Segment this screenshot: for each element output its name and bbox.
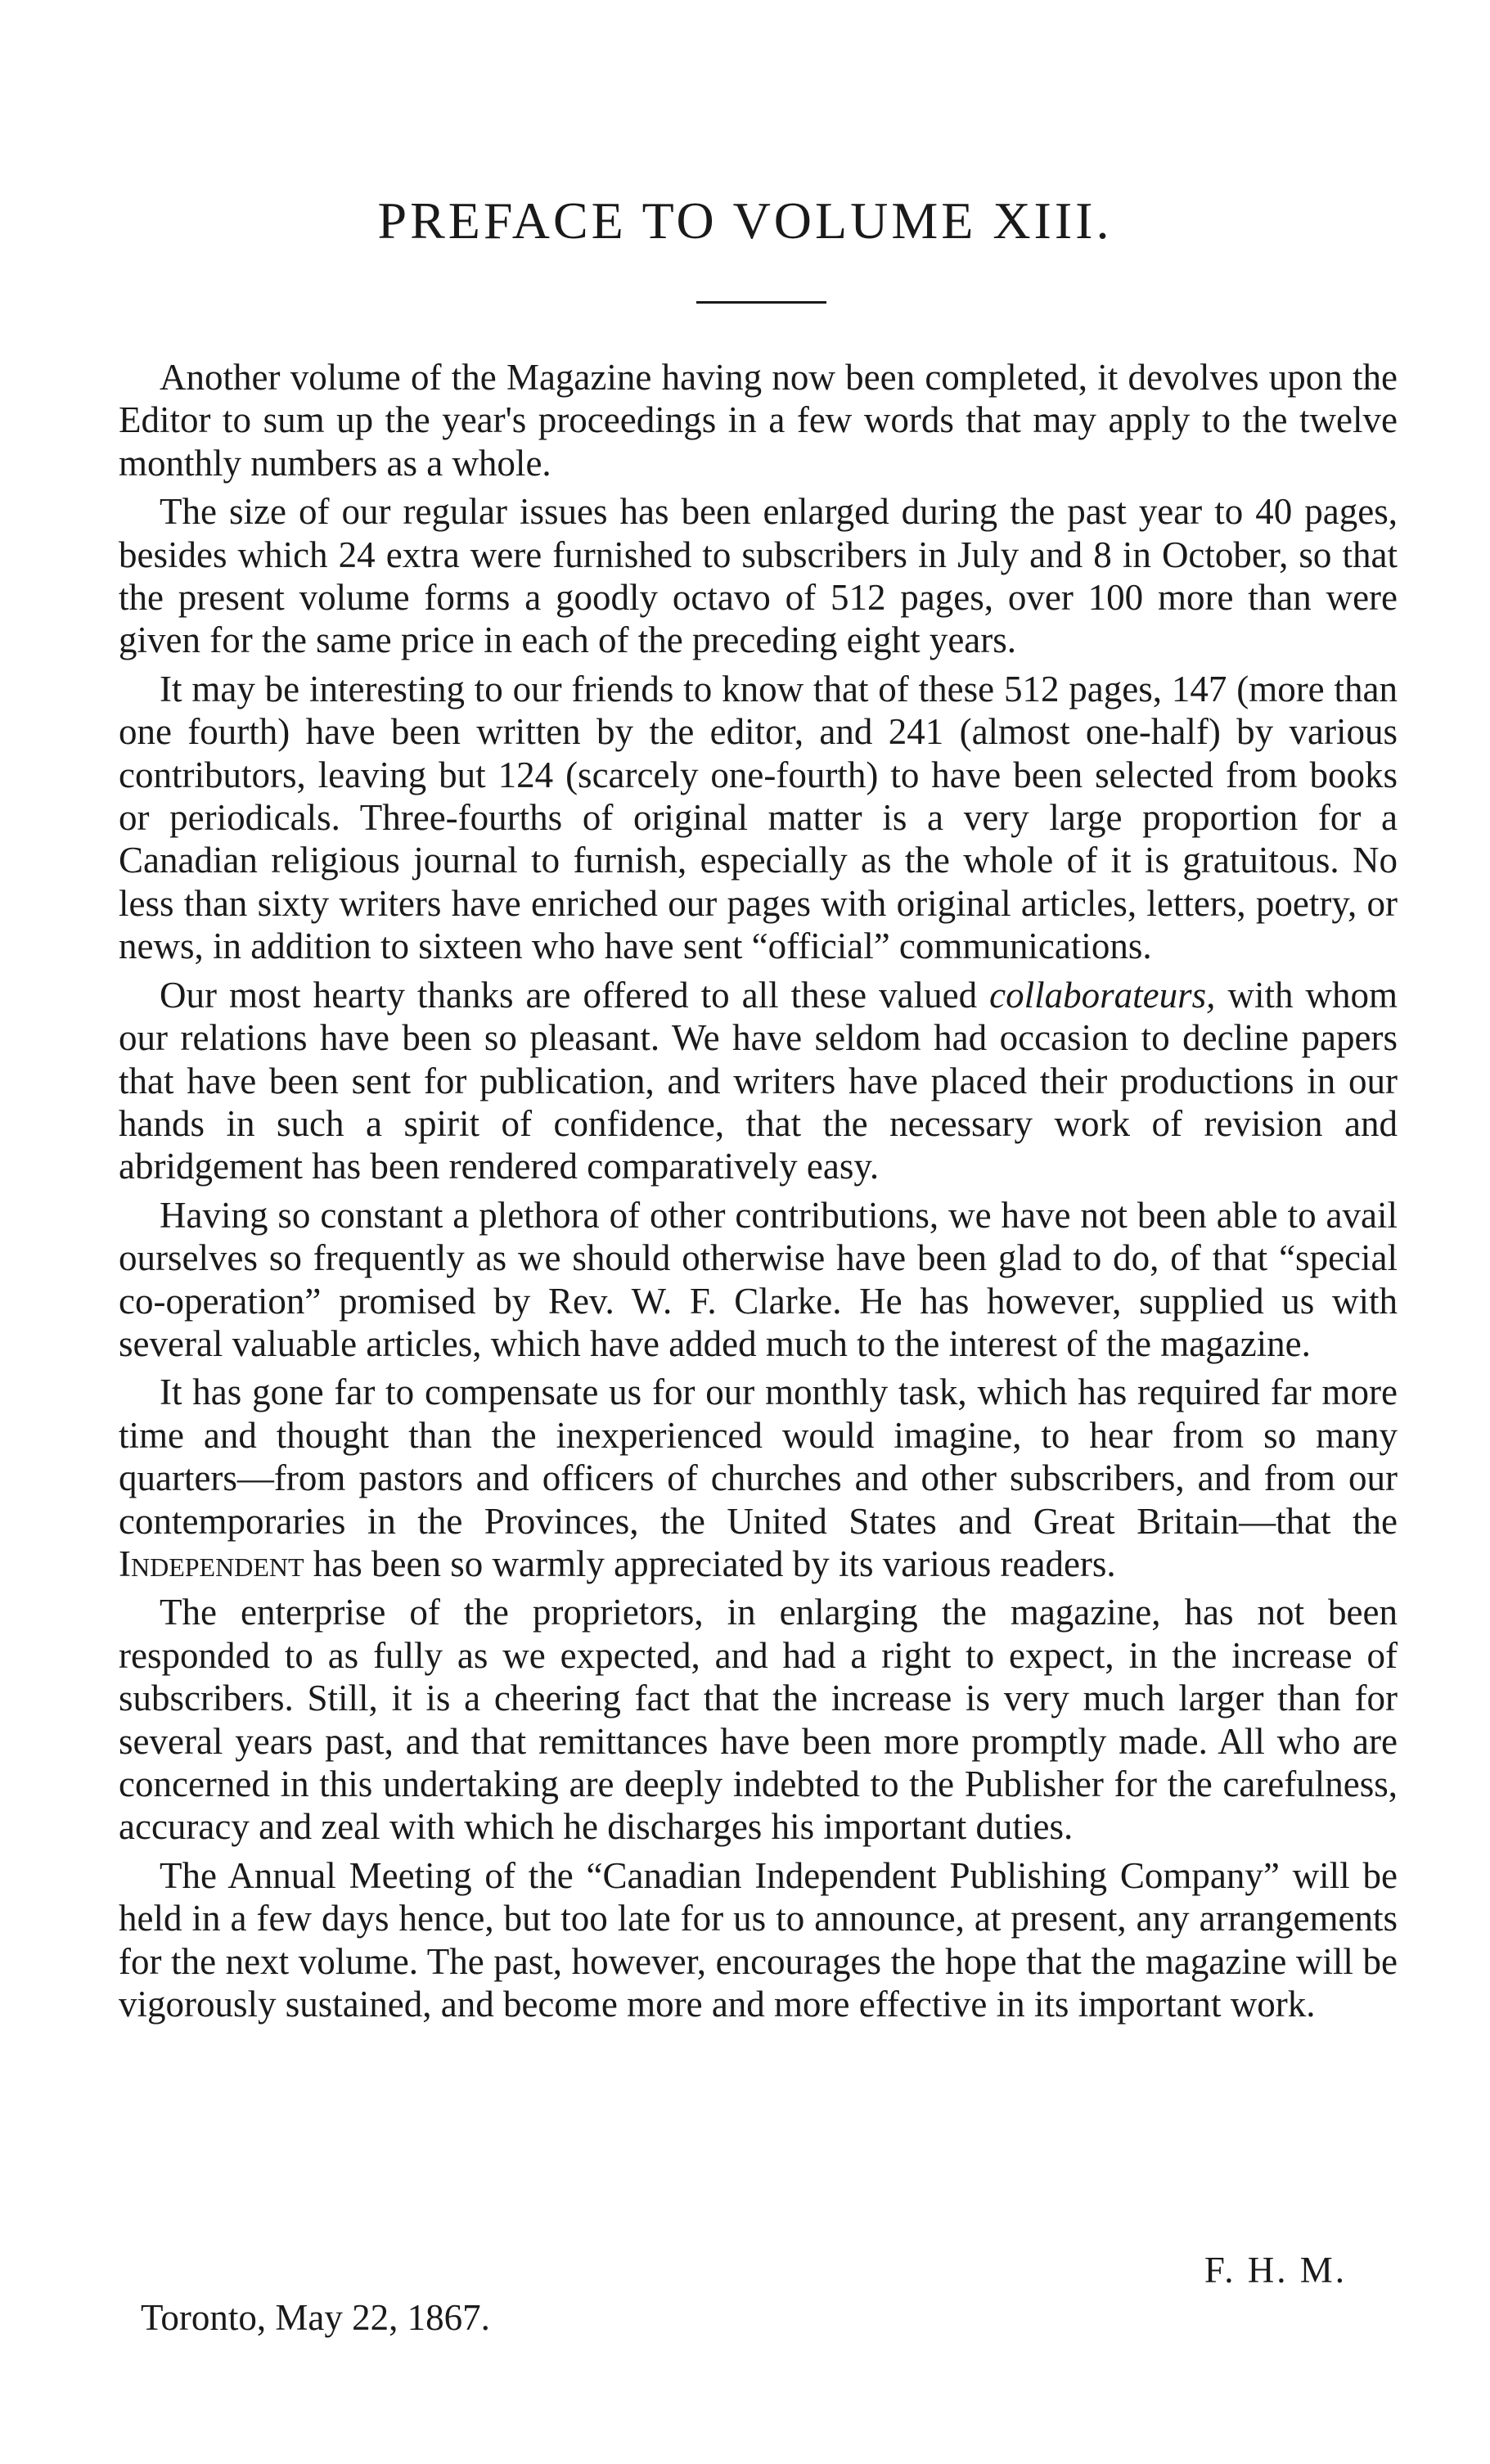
paragraph-4 [119, 974, 1398, 1188]
body-text [119, 356, 1398, 2031]
page-title: PREFACE TO VOLUME XIII. [377, 191, 1113, 250]
paragraph-1: Another volume of the Magazine having now been completed, it devolves upon the Editor to sum up the year's proceedings in a few words that may apply to the twelve monthly numbers as a whole. [119, 357, 1398, 484]
paragraph-8: The Annual Meeting of the “Canadian Independent Publishing Company” will be held in a few days hence, but too late for us to announce, at present, any arrangements for the next volume. The past, however, encourages the hope that the magazine will be vigorously sustained, and become more and more effective in its important work. [119, 1854, 1398, 2025]
paragraph-7: The enterprise of the proprietors, in enlarging the magazine, has not been responded to as fully as we expected, and had a right to expect, in the increase of subscribers. Still, it is a cheering fact that the increase is very much larger than for several years past, and that remittances have been more promptly made. All who are concerned in this undertaking are deeply indebted to the Publisher for the carefulness, accuracy and zeal with which he discharges his important duties. [119, 1592, 1398, 1848]
paragraph-6-text-end: has been so warmly appreciated by its various readers. [304, 1543, 1116, 1584]
paragraph-6 [119, 1371, 1398, 1585]
journal-name: Independent [119, 1543, 304, 1584]
paragraph-4-text-start: Our most hearty thanks are offered to all these valued [160, 974, 990, 1016]
title-divider [696, 301, 826, 304]
paragraph-4-text-end: with whom our relations have been so pleasant. We have seldom had occasion to decline papers that have been sent for publication, and writers have placed their productions in our hands in such a spirit of confidence, that the necessary work of revision and abridgement has been rendered comparatively easy. [119, 974, 1398, 1187]
place-and-date: Toronto, May 22, 1867. [141, 2297, 490, 2338]
signature: F. H. M. [1204, 2250, 1347, 2291]
paragraph-4-emphasis: collaborateurs, [989, 974, 1216, 1016]
paragraph-6-text-start: It has gone far to compensate us for our monthly task, which has required far more time and thought than the inexperienced would imagine, to hear from so many quarters—from pastors and officers of churches and other subscribers, and from our contemporaries in the Provinces, the United States and Great Britain—that the [119, 1372, 1398, 1542]
paragraph-5: Having so constant a plethora of other contributions, we have not been able to avail ourselves so frequently as we should otherwise have been glad to do, of that “special co-operation” promised by Rev. W. F. Clarke. He has however, supplied us with several valuable articles, which have added much to the interest of the magazine. [119, 1194, 1398, 1364]
paragraph-2: The size of our regular issues has been enlarged during the past year to 40 pages, besides which 24 extra were furnished to subscribers in July and 8 in October, so that the present volume forms a goodly octavo of 512 pages, over 100 more than were given for the same price in each of the preceding eight years. [119, 491, 1398, 661]
paragraph-3: It may be interesting to our friends to know that of these 512 pages, 147 (more than one fourth) have been written by the editor, and 241 (almost one-half) by various contributors, leaving but 124 (scarcely one-fourth) to have been selected from books or periodicals. Three-fourths of original matter is a very large proportion for a Canadian religious journal to furnish, especially as the whole of it is gratuitous. No less than sixty writers have enriched our pages with original articles, letters, poetry, or news, in addition to sixteen who have sent “official” communications. [119, 668, 1398, 967]
